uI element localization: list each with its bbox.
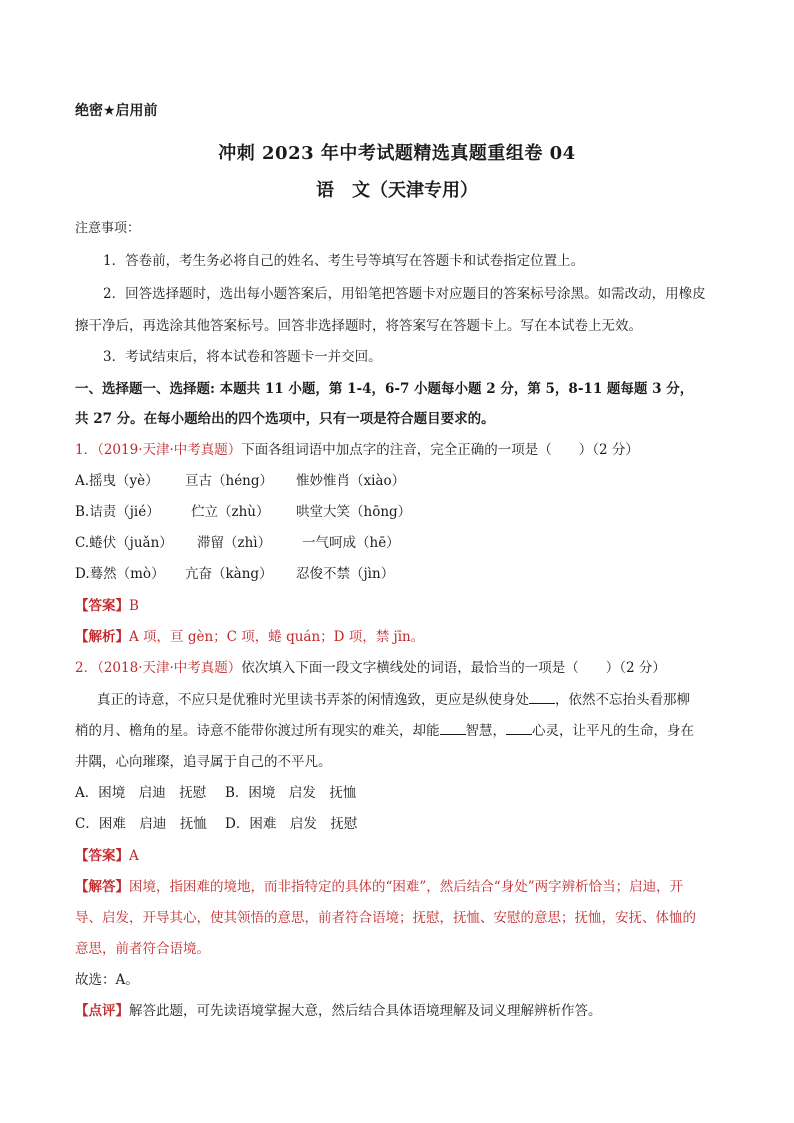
q2-option-b: B．困境 启发 抚恤 (225, 785, 357, 801)
q2-passage-line-3: 井隅，心向璀璨，追寻属于自己的不平凡。 (75, 754, 332, 770)
question-source: （2019·天津·中考真题） (97, 442, 242, 458)
q1-option-a-2: 亘古（héng） (185, 473, 274, 489)
q2-choice: 故选：A。 (75, 972, 139, 988)
question-text: 依次填入下面一段文字横线处的词语，最恰当的一项是（ ）（2 分） (241, 660, 666, 676)
q2-explain-line-2: 导、启发，开导其心，使其领悟的意思，前者符合语境；抚慰，抚恤、安慰的意思；抚恤，安抚、体恤的 (75, 910, 696, 926)
fill-blank (440, 722, 466, 735)
q2-explain-line-3: 意思，前者符合语境。 (75, 941, 210, 957)
passage-text: ，依然不忘抬头看那柳 (555, 692, 690, 708)
confidential-label: 绝密★启用前 (75, 103, 158, 119)
q1-option-c-1: C.蜷伏（juǎn） (75, 535, 173, 551)
q1-option-b-3: 哄堂大笑（hōng） (296, 504, 412, 520)
exam-title: 冲刺 2023 年中考试题精选真题重组卷 04 (218, 143, 576, 164)
exam-subtitle: 语 文（天津专用） (316, 180, 478, 201)
comment-text: 解答此题，可先读语境掌握大意，然后结合具体语境理解及词义理解辨析作答。 (129, 1003, 602, 1019)
q1-option-b-2: 伫立（zhù） (191, 504, 270, 520)
q2-option-d: D．困难 启发 抚慰 (225, 816, 358, 832)
q1-analysis (75, 625, 424, 645)
analysis-text: A 项，亘 gèn；C 项，蜷 quán；D 项，禁 jīn。 (129, 629, 425, 645)
answer-tag: 【答案】 (75, 848, 129, 864)
fill-blank (506, 722, 532, 735)
question-text: 下面各组词语中加点字的注音，完全正确的一项是（ ）（2 分） (241, 442, 639, 458)
q1-option-d-3: 忍俊不禁（jìn） (296, 566, 395, 582)
q2-passage-line-1 (97, 688, 690, 708)
q2-option-c: C．困难 启迪 抚恤 (75, 816, 207, 832)
notice-item-2: 2．回答选择题时，选出每小题答案后，用铅笔把答题卡对应题目的答案标号涂黑。如需改动，用橡皮 (103, 286, 706, 302)
passage-text: 心灵，让平凡的生命，身在 (532, 723, 694, 739)
notice-item-2-cont: 擦干净后，再选涂其他答案标号。回答非选择题时，将答案写在答题卡上。写在本试卷上无效。 (75, 318, 642, 334)
notice-item-3: 3．考试结束后，将本试卷和答题卡一并交回。 (103, 349, 382, 365)
q2-answer (75, 844, 139, 864)
analysis-tag: 【解析】 (75, 629, 129, 645)
answer-value: A (129, 848, 139, 864)
q1-option-a-1: A.摇曳（yè） (75, 473, 159, 489)
q2-comment (75, 999, 602, 1019)
q1-option-c-3: 一气呵成（hē） (302, 535, 400, 551)
q1-option-a-3: 惟妙惟肖（xiào） (296, 473, 406, 489)
answer-tag: 【答案】 (75, 598, 129, 614)
passage-text: 真正的诗意，不应只是优雅时光里读书弄茶的闲情逸致，更应是纵使身处 (97, 692, 529, 708)
explain-tag: 【解答】 (75, 879, 129, 895)
notice-item-1: 1．答卷前，考生务必将自己的姓名、考生号等填写在答题卡和试卷指定位置上。 (103, 253, 585, 269)
q1-option-b-1: B.诘责（jié） (75, 504, 160, 520)
section-heading-cont: 共 27 分。在每小题给出的四个选项中，只有一项是符合题目要求的。 (75, 411, 495, 427)
question-1-stem (75, 438, 639, 458)
question-number: 2． (75, 660, 98, 676)
question-number: 1． (75, 442, 98, 458)
question-2-stem (75, 656, 666, 676)
q1-answer (75, 594, 139, 614)
question-source: （2018·天津·中考真题） (97, 660, 242, 676)
q1-option-d-1: D.蓦然（mò） (75, 566, 165, 582)
section-heading: 一、选择题一、选择题: 本题共 11 小题，第 1-4，6-7 小题每小题 2 分，第 5，8-11 题每题 3 分， (75, 381, 694, 397)
answer-value: B (129, 598, 139, 614)
passage-text: 梢的月、檐角的星。诗意不能带你渡过所有现实的难关，却能 (75, 723, 440, 739)
explain-text: 困境，指困难的境地，而非指特定的具体的“困难”，然后结合“身处”两字辨析恰当；启迪，开 (129, 879, 684, 895)
q2-explain-line-1 (75, 875, 683, 895)
q2-passage-line-2 (75, 719, 694, 739)
q1-option-c-2: 滞留（zhì） (197, 535, 272, 551)
fill-blank (529, 691, 555, 704)
q2-option-a: A．困境 启迪 抚慰 (75, 785, 207, 801)
q1-option-d-2: 亢奋（kàng） (185, 566, 273, 582)
comment-tag: 【点评】 (75, 1003, 129, 1019)
passage-text: 智慧， (465, 723, 506, 739)
notice-heading: 注意事项： (75, 221, 141, 236)
